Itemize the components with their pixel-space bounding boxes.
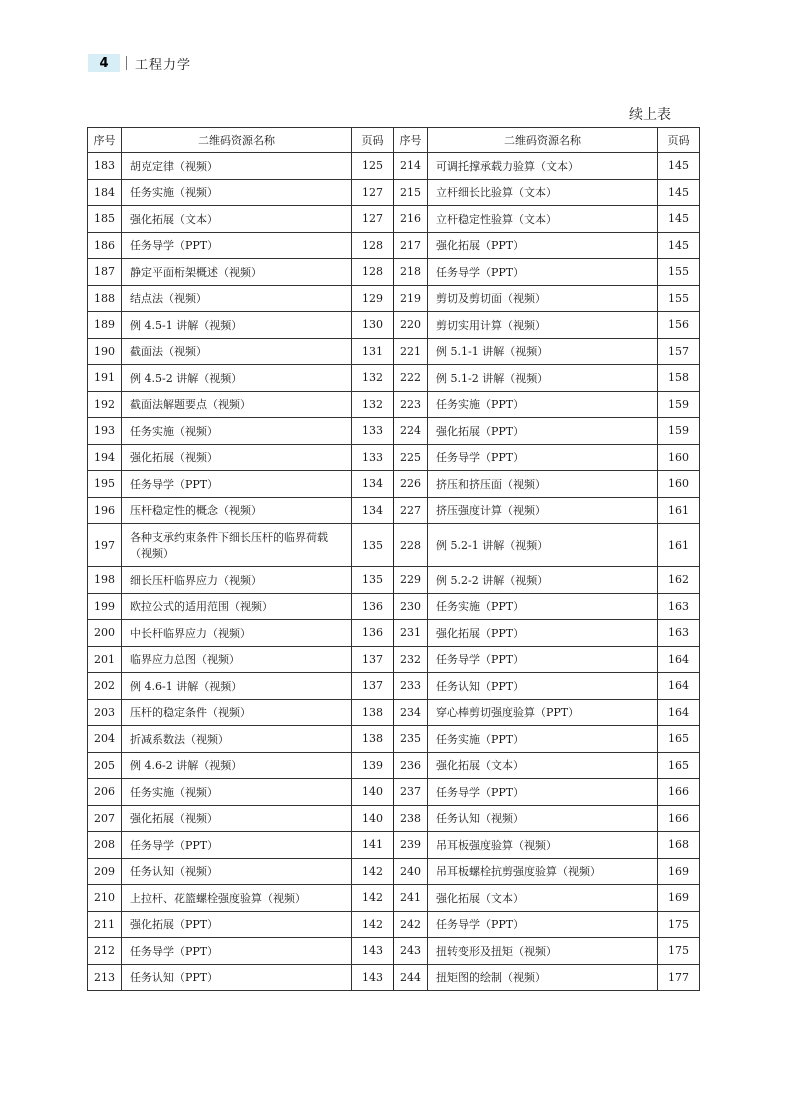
cell-index: 218 [394, 259, 428, 286]
cell-page: 155 [658, 259, 700, 286]
table-row [88, 752, 700, 779]
cell-resource-name: 吊耳板强度验算（视频） [428, 832, 658, 859]
running-header [88, 52, 191, 74]
cell-index: 206 [88, 779, 122, 806]
table-row [88, 285, 700, 312]
cell-resource-name: 截面法解题要点（视频） [122, 391, 352, 418]
cell-page: 138 [352, 726, 394, 753]
col-header-page: 页码 [658, 128, 700, 153]
cell-page: 139 [352, 752, 394, 779]
cell-page: 168 [658, 832, 700, 859]
cell-index: 189 [88, 312, 122, 339]
cell-resource-name: 例 4.5-1 讲解（视频） [122, 312, 352, 339]
cell-page: 127 [352, 179, 394, 206]
cell-index: 232 [394, 646, 428, 673]
table-row [88, 620, 700, 647]
col-header-name: 二维码资源名称 [122, 128, 352, 153]
col-header-name: 二维码资源名称 [428, 128, 658, 153]
cell-page: 142 [352, 885, 394, 912]
table-row [88, 153, 700, 180]
cell-index: 209 [88, 858, 122, 885]
cell-index: 235 [394, 726, 428, 753]
cell-index: 207 [88, 805, 122, 832]
cell-index: 217 [394, 232, 428, 259]
table-row [88, 911, 700, 938]
cell-page: 166 [658, 805, 700, 832]
cell-index: 196 [88, 497, 122, 524]
cell-resource-name: 任务认知（PPT） [122, 964, 352, 991]
qr-resource-table [87, 127, 700, 991]
cell-index: 210 [88, 885, 122, 912]
header-divider [126, 56, 127, 70]
cell-index: 240 [394, 858, 428, 885]
cell-index: 200 [88, 620, 122, 647]
cell-index: 220 [394, 312, 428, 339]
table-row [88, 938, 700, 965]
cell-index: 216 [394, 206, 428, 233]
cell-resource-name: 强化拓展（视频） [122, 805, 352, 832]
cell-page: 177 [658, 964, 700, 991]
table-row [88, 524, 700, 567]
cell-resource-name: 挤压和挤压面（视频） [428, 471, 658, 498]
cell-index: 228 [394, 524, 428, 567]
cell-page: 155 [658, 285, 700, 312]
cell-page: 142 [352, 858, 394, 885]
cell-page: 140 [352, 779, 394, 806]
cell-resource-name: 上拉杆、花篮螺栓强度验算（视频） [122, 885, 352, 912]
cell-resource-name: 压杆的稳定条件（视频） [122, 699, 352, 726]
cell-resource-name: 任务导学（PPT） [122, 938, 352, 965]
cell-page: 164 [658, 673, 700, 700]
cell-page: 142 [352, 911, 394, 938]
cell-index: 223 [394, 391, 428, 418]
table-row [88, 444, 700, 471]
cell-resource-name: 任务实施（视频） [122, 179, 352, 206]
cell-index: 226 [394, 471, 428, 498]
cell-resource-name: 任务导学（PPT） [122, 471, 352, 498]
col-header-index: 序号 [394, 128, 428, 153]
cell-index: 211 [88, 911, 122, 938]
table-row [88, 312, 700, 339]
cell-page: 125 [352, 153, 394, 180]
cell-page: 162 [658, 567, 700, 594]
cell-index: 224 [394, 418, 428, 445]
cell-page: 160 [658, 471, 700, 498]
cell-page: 143 [352, 938, 394, 965]
cell-resource-name: 任务导学（PPT） [428, 911, 658, 938]
cell-page: 175 [658, 911, 700, 938]
cell-resource-name: 例 5.1-1 讲解（视频） [428, 338, 658, 365]
cell-index: 222 [394, 365, 428, 392]
cell-resource-name: 剪切及剪切面（视频） [428, 285, 658, 312]
cell-resource-name: 任务实施（PPT） [428, 593, 658, 620]
cell-resource-name: 任务实施（PPT） [428, 726, 658, 753]
cell-page: 141 [352, 832, 394, 859]
cell-index: 195 [88, 471, 122, 498]
cell-resource-name: 立杆细长比验算（文本） [428, 179, 658, 206]
cell-resource-name: 任务导学（PPT） [428, 646, 658, 673]
cell-page: 133 [352, 444, 394, 471]
cell-resource-name: 折减系数法（视频） [122, 726, 352, 753]
table-row [88, 593, 700, 620]
cell-resource-name: 可调托撑承载力验算（文本） [428, 153, 658, 180]
table-row [88, 726, 700, 753]
col-header-page: 页码 [352, 128, 394, 153]
cell-page: 159 [658, 418, 700, 445]
cell-resource-name: 例 4.5-2 讲解（视频） [122, 365, 352, 392]
cell-resource-name: 强化拓展（PPT） [428, 232, 658, 259]
cell-page: 158 [658, 365, 700, 392]
cell-page: 169 [658, 885, 700, 912]
cell-page: 127 [352, 206, 394, 233]
table-body [88, 153, 700, 991]
cell-resource-name: 任务认知（PPT） [428, 673, 658, 700]
cell-index: 203 [88, 699, 122, 726]
cell-index: 241 [394, 885, 428, 912]
table-row [88, 646, 700, 673]
cell-index: 231 [394, 620, 428, 647]
cell-page: 140 [352, 805, 394, 832]
cell-resource-name: 强化拓展（文本） [428, 885, 658, 912]
cell-index: 243 [394, 938, 428, 965]
cell-page: 137 [352, 673, 394, 700]
cell-resource-name: 例 4.6-2 讲解（视频） [122, 752, 352, 779]
table-row [88, 699, 700, 726]
cell-page: 138 [352, 699, 394, 726]
table-row [88, 832, 700, 859]
cell-index: 186 [88, 232, 122, 259]
cell-index: 188 [88, 285, 122, 312]
page-number: 4 [88, 54, 120, 72]
cell-resource-name: 任务导学（PPT） [428, 259, 658, 286]
table-row [88, 391, 700, 418]
cell-page: 163 [658, 593, 700, 620]
table-row [88, 471, 700, 498]
cell-index: 234 [394, 699, 428, 726]
cell-resource-name: 任务实施（PPT） [428, 391, 658, 418]
cell-resource-name: 吊耳板螺栓抗剪强度验算（视频） [428, 858, 658, 885]
cell-page: 175 [658, 938, 700, 965]
table-row [88, 418, 700, 445]
cell-resource-name: 中长杆临界应力（视频） [122, 620, 352, 647]
table-row [88, 885, 700, 912]
cell-index: 193 [88, 418, 122, 445]
cell-page: 160 [658, 444, 700, 471]
cell-page: 135 [352, 524, 394, 567]
cell-index: 213 [88, 964, 122, 991]
cell-page: 161 [658, 497, 700, 524]
cell-index: 185 [88, 206, 122, 233]
cell-index: 205 [88, 752, 122, 779]
table-row [88, 673, 700, 700]
cell-page: 132 [352, 391, 394, 418]
cell-resource-name: 例 5.2-1 讲解（视频） [428, 524, 658, 567]
cell-resource-name: 任务认知（视频） [428, 805, 658, 832]
cell-resource-name: 扭转变形及扭矩（视频） [428, 938, 658, 965]
cell-resource-name: 剪切实用计算（视频） [428, 312, 658, 339]
cell-resource-name: 静定平面桁架概述（视频） [122, 259, 352, 286]
cell-resource-name: 强化拓展（视频） [122, 444, 352, 471]
cell-resource-name: 强化拓展（文本） [428, 752, 658, 779]
cell-page: 136 [352, 620, 394, 647]
cell-index: 212 [88, 938, 122, 965]
cell-resource-name: 结点法（视频） [122, 285, 352, 312]
table-row [88, 858, 700, 885]
table-header-row [88, 128, 700, 153]
cell-index: 233 [394, 673, 428, 700]
cell-resource-name: 欧拉公式的适用范围（视频） [122, 593, 352, 620]
table-row [88, 206, 700, 233]
cell-index: 221 [394, 338, 428, 365]
cell-index: 236 [394, 752, 428, 779]
cell-page: 129 [352, 285, 394, 312]
cell-resource-name: 穿心棒剪切强度验算（PPT） [428, 699, 658, 726]
cell-resource-name: 各种支承约束条件下细长压杆的临界荷载（视频） [122, 524, 352, 567]
cell-resource-name: 任务导学（PPT） [428, 779, 658, 806]
table-row [88, 779, 700, 806]
cell-page: 164 [658, 646, 700, 673]
cell-resource-name: 任务导学（PPT） [122, 832, 352, 859]
cell-page: 157 [658, 338, 700, 365]
cell-page: 131 [352, 338, 394, 365]
cell-index: 201 [88, 646, 122, 673]
cell-page: 145 [658, 206, 700, 233]
cell-resource-name: 胡克定律（视频） [122, 153, 352, 180]
cell-resource-name: 强化拓展（文本） [122, 206, 352, 233]
cell-resource-name: 细长压杆临界应力（视频） [122, 567, 352, 594]
cell-page: 165 [658, 726, 700, 753]
table-row [88, 497, 700, 524]
cell-resource-name: 任务实施（视频） [122, 418, 352, 445]
cell-page: 145 [658, 153, 700, 180]
cell-index: 208 [88, 832, 122, 859]
cell-index: 239 [394, 832, 428, 859]
cell-index: 197 [88, 524, 122, 567]
cell-page: 145 [658, 232, 700, 259]
table-row [88, 964, 700, 991]
cell-page: 169 [658, 858, 700, 885]
cell-resource-name: 强化拓展（PPT） [428, 620, 658, 647]
cell-resource-name: 强化拓展（PPT） [122, 911, 352, 938]
cell-index: 230 [394, 593, 428, 620]
cell-index: 229 [394, 567, 428, 594]
cell-resource-name: 临界应力总图（视频） [122, 646, 352, 673]
cell-index: 187 [88, 259, 122, 286]
cell-index: 204 [88, 726, 122, 753]
cell-resource-name: 任务导学（PPT） [122, 232, 352, 259]
cell-resource-name: 挤压强度计算（视频） [428, 497, 658, 524]
cell-resource-name: 截面法（视频） [122, 338, 352, 365]
cell-page: 145 [658, 179, 700, 206]
cell-index: 214 [394, 153, 428, 180]
cell-page: 159 [658, 391, 700, 418]
cell-resource-name: 任务实施（视频） [122, 779, 352, 806]
cell-index: 242 [394, 911, 428, 938]
cell-resource-name: 扭矩图的绘制（视频） [428, 964, 658, 991]
cell-index: 215 [394, 179, 428, 206]
table-row [88, 805, 700, 832]
cell-index: 238 [394, 805, 428, 832]
table-row [88, 232, 700, 259]
cell-resource-name: 任务认知（视频） [122, 858, 352, 885]
cell-page: 135 [352, 567, 394, 594]
cell-index: 194 [88, 444, 122, 471]
cell-resource-name: 例 4.6-1 讲解（视频） [122, 673, 352, 700]
book-title: 工程力学 [135, 57, 192, 73]
cell-index: 244 [394, 964, 428, 991]
cell-resource-name: 立杆稳定性验算（文本） [428, 206, 658, 233]
cell-page: 134 [352, 497, 394, 524]
cell-resource-name: 任务导学（PPT） [428, 444, 658, 471]
cell-resource-name: 例 5.2-2 讲解（视频） [428, 567, 658, 594]
cell-resource-name: 例 5.1-2 讲解（视频） [428, 365, 658, 392]
cell-page: 128 [352, 232, 394, 259]
cell-index: 190 [88, 338, 122, 365]
cell-index: 184 [88, 179, 122, 206]
cell-page: 133 [352, 418, 394, 445]
cell-index: 227 [394, 497, 428, 524]
cell-page: 132 [352, 365, 394, 392]
cell-index: 198 [88, 567, 122, 594]
table-row [88, 259, 700, 286]
cell-index: 199 [88, 593, 122, 620]
cell-index: 219 [394, 285, 428, 312]
cell-page: 156 [658, 312, 700, 339]
cell-page: 130 [352, 312, 394, 339]
table-row [88, 179, 700, 206]
table-row [88, 567, 700, 594]
cell-index: 237 [394, 779, 428, 806]
cell-index: 225 [394, 444, 428, 471]
cell-index: 183 [88, 153, 122, 180]
col-header-index: 序号 [88, 128, 122, 153]
cell-page: 134 [352, 471, 394, 498]
cell-page: 128 [352, 259, 394, 286]
table-row [88, 365, 700, 392]
cell-resource-name: 强化拓展（PPT） [428, 418, 658, 445]
cell-page: 163 [658, 620, 700, 647]
cell-page: 165 [658, 752, 700, 779]
continued-label: 续上表 [629, 107, 671, 123]
cell-page: 164 [658, 699, 700, 726]
cell-index: 191 [88, 365, 122, 392]
cell-resource-name: 压杆稳定性的概念（视频） [122, 497, 352, 524]
cell-index: 202 [88, 673, 122, 700]
cell-page: 136 [352, 593, 394, 620]
cell-page: 143 [352, 964, 394, 991]
cell-index: 192 [88, 391, 122, 418]
cell-page: 161 [658, 524, 700, 567]
cell-page: 166 [658, 779, 700, 806]
table-row [88, 338, 700, 365]
cell-page: 137 [352, 646, 394, 673]
